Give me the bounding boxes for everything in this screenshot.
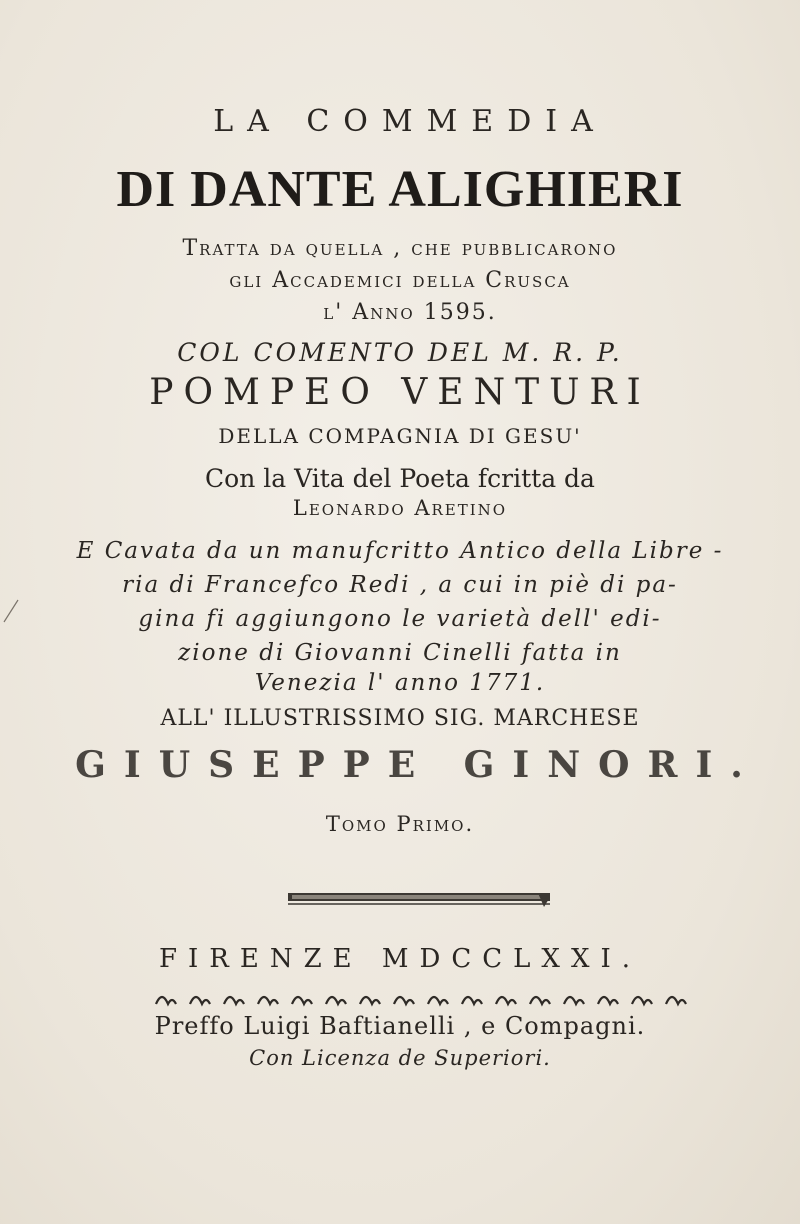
vita-line: Con la Vita del Poeta fcritta da — [205, 464, 595, 493]
ornamental-rule — [288, 893, 550, 907]
society-line: DELLA COMPAGNIA DI GESU' — [218, 424, 582, 448]
heading-author: DI DANTE ALIGHIERI — [116, 161, 684, 218]
source-line-4: zione di Giovanni Cinelli fatta in — [178, 640, 622, 666]
dedication-line: ALL' ILLUSTRISSIMO SIG. MARCHESE — [160, 706, 640, 731]
source-line-3: gina fi aggiungono le varietà dell' edi- — [138, 606, 662, 632]
margin-pencil-mark — [2, 598, 20, 624]
fleuron-border — [150, 986, 690, 1012]
printer-line: Preffo Luigi Baftianelli , e Compagni. — [154, 1012, 646, 1040]
subtitle-line-1: Tratta da quella , che pubblicarono — [182, 236, 618, 261]
source-line-5: Venezia l' anno 1771. — [254, 670, 546, 696]
imprint-place-year: FIRENZE MDCCLXXI. — [158, 944, 641, 974]
subtitle-line-2: gli Accademici della Crusca — [229, 268, 571, 293]
heading-la-commedia: LA COMMEDIA — [213, 104, 607, 139]
license-line: Con Licenza de Superiori. — [249, 1046, 551, 1070]
subtitle-year: l' Anno 1595. — [323, 300, 497, 325]
commentator-name: POMPEO VENTURI — [149, 372, 651, 413]
source-line-1: E Cavata da un manufcritto Antico della Libre - — [76, 538, 724, 564]
source-line-2: ria di Francefco Redi , a cui in piè di pa- — [122, 572, 678, 598]
dedicatee-name: GIUSEPPE GINORI. — [75, 744, 761, 786]
volume-label: Tomo Primo. — [325, 812, 475, 836]
biographer-name: Leonardo Aretino — [292, 496, 508, 520]
commentary-line: COL COMENTO DEL M. R. P. — [177, 338, 623, 367]
